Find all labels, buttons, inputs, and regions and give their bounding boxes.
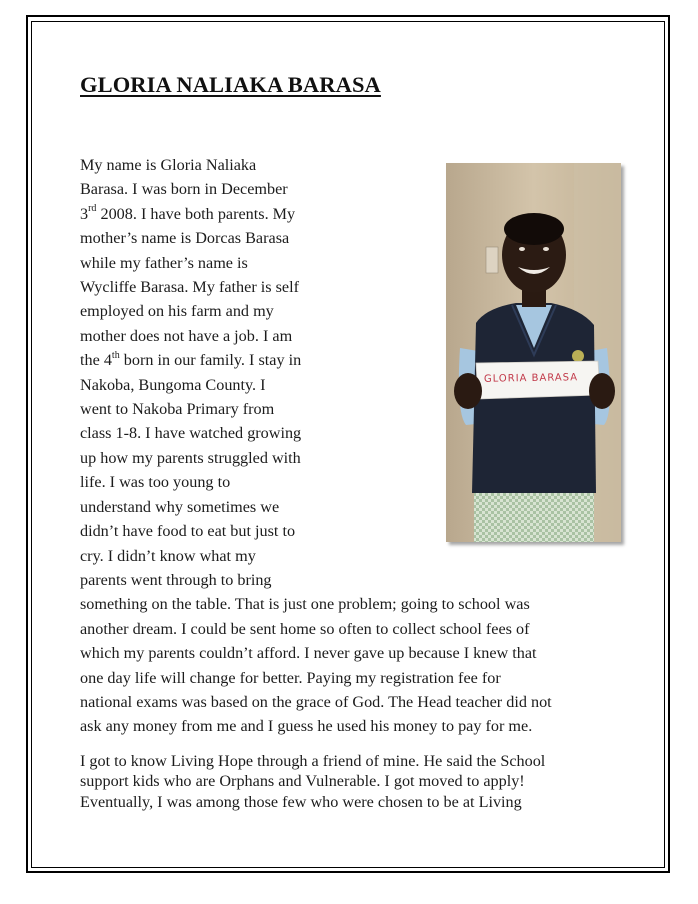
- text-line: class 1-8. I have watched growing: [80, 424, 302, 443]
- text-line: parents went through to bring: [80, 570, 272, 589]
- text-line: while my father’s name is: [80, 253, 248, 272]
- text-line: Wycliffe Barasa. My father is self: [80, 278, 299, 297]
- ordinal-suffix: th: [111, 349, 120, 361]
- photo-sign-label: GLORIA BARASA: [483, 372, 579, 385]
- story-paragraph-1: [80, 153, 552, 739]
- text-fragment: the 4: [80, 351, 112, 370]
- text-line: Eventually, I was among those few who were chosen to be at Living: [80, 792, 522, 811]
- text-line: up how my parents struggled with: [80, 448, 301, 467]
- text-fragment: 3: [80, 204, 89, 223]
- text-line: I got to know Living Hope through a friend of mine. He said the School: [80, 752, 546, 770]
- text-fragment: born in our family. I stay in: [119, 351, 302, 370]
- text-line: one day life will change for better. Paying my registration fee for: [80, 668, 501, 687]
- text-line: [80, 202, 552, 226]
- text-line: employed on his farm and my: [80, 302, 274, 321]
- text-line: didn’t have food to eat but just to: [80, 522, 296, 541]
- text-line: went to Nakoba Primary from: [80, 400, 275, 419]
- text-line: mother’s name is Dorcas Barasa: [80, 229, 290, 248]
- text-line: understand why sometimes we: [80, 497, 280, 516]
- text-fragment: 2008. I have both parents. My: [96, 204, 296, 223]
- ordinal-suffix: rd: [88, 203, 97, 215]
- text-line: another dream. I could be sent home so often to collect school fees of: [80, 619, 530, 638]
- text-line: ask any money from me and I guess he used his money to pay for me.: [80, 717, 533, 736]
- text-line: life. I was too young to: [80, 473, 231, 492]
- text-line: Nakoba, Bungoma County. I: [80, 375, 266, 394]
- text-line: mother does not have a job. I am: [80, 326, 293, 345]
- text-line: support kids who are Orphans and Vulnerable. I got moved to apply!: [80, 772, 525, 791]
- text-line: national exams was based on the grace of God. The Head teacher did not: [80, 692, 552, 711]
- text-line: something on the table. That is just one problem; going to school was: [80, 595, 530, 614]
- text-line: Barasa. I was born in December: [80, 180, 288, 199]
- text-line: My name is Gloria Naliaka: [80, 156, 257, 174]
- page-title: GLORIA NALIAKA BARASA: [80, 72, 381, 97]
- text-line: which my parents couldn’t afford. I never gave up because I knew that: [80, 644, 537, 663]
- text-line: cry. I didn’t know what my: [80, 546, 256, 565]
- story-paragraph-2: [80, 751, 545, 812]
- text-line: [80, 348, 552, 372]
